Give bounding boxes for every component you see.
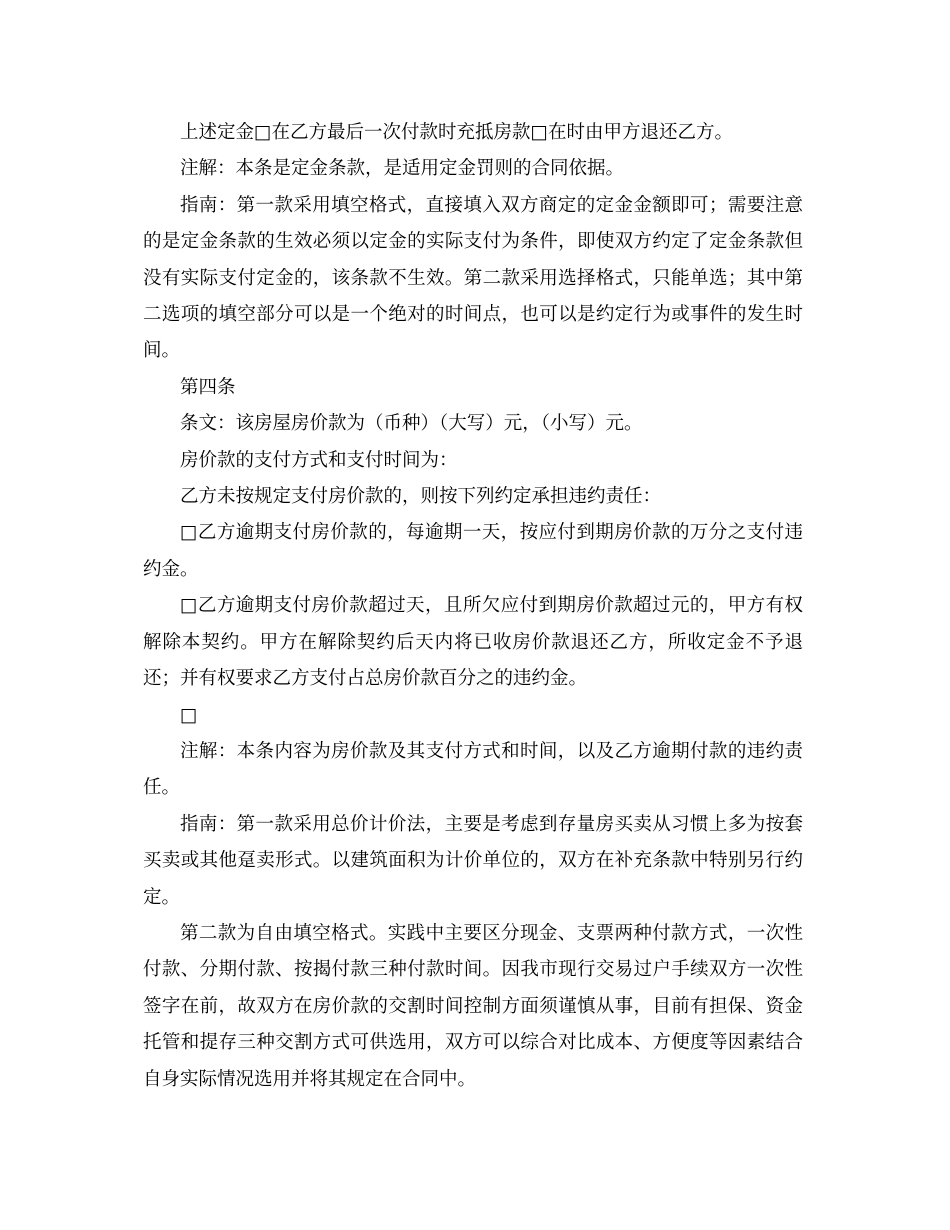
late-payment-option-two: □乙方逾期支付房价款超过天，且所欠应付到期房价款超过元的，甲方有权解除本契约。甲方在解除契约后天内将已收房价款退还乙方，所收定金不予退还；并有权要求乙方支付占总房价款百分之的违约金。 xyxy=(143,595,803,690)
payment-method-line: 房价款的支付方式和支付时间为： xyxy=(180,449,458,471)
blank-option-checkbox: □ xyxy=(180,704,198,726)
article-four-guide: 指南：第一款采用总价计价法，主要是考虑到存量房买卖从习惯上多为按套买卖或其他趸卖形式。以建筑面积为计价单位的，双方在补充条款中特别另行约定。 xyxy=(143,813,803,908)
deposit-guide: 指南：第一款采用填空格式，直接填入双方商定的定金金额即可；需要注意的是定金条款的生效必须以定金的实际支付为条件，即使双方约定了定金条款但没有实际支付定金的，该条款不生效。第二款采用选择格式，只能单选；其中第二选项的填空部分可以是一个绝对的时间点，也可以是约定行为或事件的发生时间。 xyxy=(143,194,803,362)
document-page xyxy=(143,115,803,1098)
deposit-offset-clause: 上述定金□在乙方最后一次付款时充抵房款□在时由甲方退还乙方。 xyxy=(180,122,733,143)
price-clause-text: 条文：该房屋房价款为（币种）（大写）元，（小写）元。 xyxy=(180,413,643,435)
deposit-note: 注解：本条是定金条款，是适用定金罚则的合同依据。 xyxy=(180,158,625,180)
breach-liability-line: 乙方未按规定支付房价款的，则按下列约定承担违约责任： xyxy=(180,486,662,508)
article-four-heading: 第四条 xyxy=(180,376,236,398)
second-clause-guide: 第二款为自由填空格式。实践中主要区分现金、支票两种付款方式，一次性付款、分期付款、按揭付款三种付款时间。因我市现行交易过户手续双方一次性签字在前，故双方在房价款的交割时间控制方面须谨慎从事，目前有担保、资金托管和提存三种交割方式可供选用，双方可以综合对比成本、方便度等因素结合自身实际情况选用并将其规定在合同中。 xyxy=(143,922,803,1090)
article-four-note: 注解：本条内容为房价款及其支付方式和时间，以及乙方逾期付款的违约责任。 xyxy=(143,740,803,799)
late-payment-option-one: □乙方逾期支付房价款的，每逾期一天，按应付到期房价款的万分之支付违约金。 xyxy=(143,522,803,580)
